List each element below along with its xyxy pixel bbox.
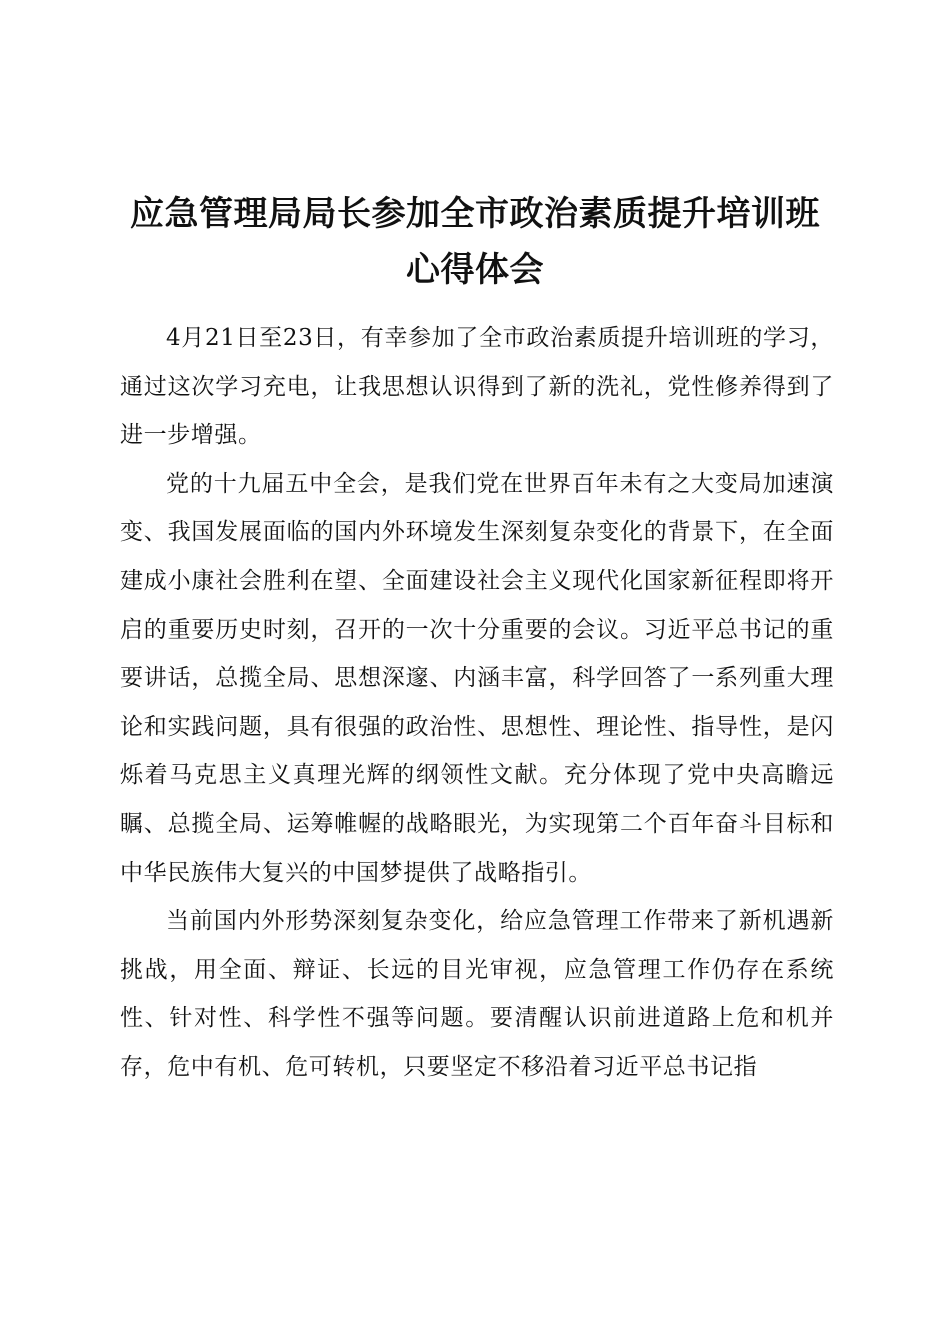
document-body [120, 314, 834, 1092]
paragraph-2: 党的十九届五中全会，是我们党在世界百年未有之大变局加速演变、我国发展面临的国内外环境发生深刻复杂变化的背景下，在全面建成小康社会胜利在望、全面建设社会主义现代化国家新征程即将开启的重要历史时刻，召开的一次十分重要的会议。习近平总书记的重要讲话，总揽全局、思想深邃、内涵丰富，科学回答了一系列重大理论和实践问题，具有很强的政治性、思想性、理论性、指导性，是闪烁着马克思主义真理光辉的纲领性文献。充分体现了党中央高瞻远瞩、总揽全局、运筹帷幄的战略眼光，为实现第二个百年奋斗目标和中华民族伟大复兴的中国梦提供了战略指引。 [120, 470, 834, 886]
document-title [100, 186, 850, 298]
title-line-2: 心得体会 [406, 250, 544, 290]
paragraph-3: 当前国内外形势深刻复杂变化，给应急管理工作带来了新机遇新挑战，用全面、辩证、长远的目光审视，应急管理工作仍存在系统性、针对性、科学性不强等问题。要清醒认识前进道路上危和机并存，危中有机、危可转机，只要坚定不移沿着习近平总书记指 [120, 908, 834, 1080]
title-line-1: 应急管理局局长参加全市政治素质提升培训班 [130, 194, 820, 234]
paragraph-1: 4月21日至23日，有幸参加了全市政治素质提升培训班的学习，通过这次学习充电，让我思想认识得到了新的洗礼，党性修养得到了进一步增强。 [120, 325, 834, 449]
